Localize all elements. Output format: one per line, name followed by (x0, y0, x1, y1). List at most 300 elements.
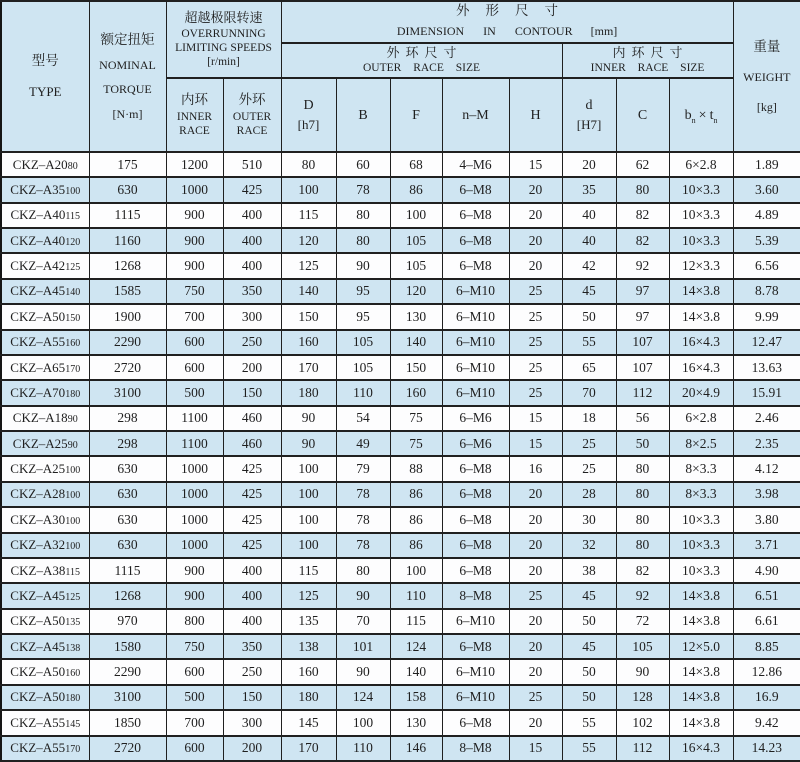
cell-D: 170 (281, 355, 336, 380)
type-main: CKZ–A40 (10, 207, 66, 223)
cell-weight: 8.78 (733, 279, 800, 304)
cell-D: 135 (281, 609, 336, 634)
cell-weight: 13.63 (733, 355, 800, 380)
table-row (1, 609, 800, 634)
cell-speed_inner: 600 (166, 330, 223, 355)
table-row (1, 279, 800, 304)
type-sub: 120 (65, 236, 81, 248)
cell-C: 80 (616, 507, 669, 532)
cell-F: 100 (390, 558, 442, 583)
header-col-bt-b: b (684, 107, 692, 123)
header-overrunning (166, 1, 281, 78)
cell-speed_inner: 900 (166, 253, 223, 278)
cell-nM: 6–M6 (442, 406, 509, 431)
cell-H: 25 (509, 583, 562, 608)
type-main: CKZ–A55 (10, 334, 66, 350)
cell-speed_inner: 900 (166, 583, 223, 608)
cell-torque: 1268 (89, 253, 166, 278)
cell-nM: 6–M8 (442, 710, 509, 735)
type-main: CKZ–A55 (10, 740, 66, 756)
type-sub: 150 (65, 312, 81, 324)
cell-F: 86 (390, 533, 442, 558)
cell-nM: 6–M8 (442, 253, 509, 278)
cell-speed_outer: 200 (223, 355, 281, 380)
header-overrunning-en2: LIMITING SPEEDS (175, 42, 272, 55)
cell-C: 82 (616, 228, 669, 253)
type-sub: 170 (65, 744, 81, 756)
cell-type (1, 152, 89, 177)
cell-type (1, 355, 89, 380)
type-sub: 115 (65, 566, 81, 578)
cell-type (1, 380, 89, 405)
table-row (1, 482, 800, 507)
cell-d: 50 (562, 304, 616, 329)
cell-D: 160 (281, 330, 336, 355)
cell-d: 50 (562, 659, 616, 684)
cell-speed_inner: 1100 (166, 431, 223, 456)
cell-nM: 6–M10 (442, 685, 509, 710)
type-main: CKZ–A55 (10, 714, 66, 730)
cell-nM: 6–M8 (442, 456, 509, 481)
cell-nM: 6–M10 (442, 380, 509, 405)
cell-nM: 6–M8 (442, 203, 509, 228)
cell-B: 78 (336, 177, 390, 202)
cell-weight: 2.35 (733, 431, 800, 456)
type-sub: 90 (67, 414, 78, 426)
cell-speed_inner: 900 (166, 558, 223, 583)
cell-B: 95 (336, 304, 390, 329)
cell-F: 130 (390, 710, 442, 735)
cell-d: 35 (562, 177, 616, 202)
cell-H: 20 (509, 659, 562, 684)
type-sub: 160 (65, 668, 81, 680)
cell-torque: 1115 (89, 558, 166, 583)
header-col-bt-tsub: n (713, 116, 718, 126)
header-col-d (562, 78, 616, 152)
cell-type (1, 406, 89, 431)
cell-weight: 1.89 (733, 152, 800, 177)
cell-torque: 630 (89, 456, 166, 481)
cell-B: 95 (336, 279, 390, 304)
cell-B: 70 (336, 609, 390, 634)
cell-H: 20 (509, 203, 562, 228)
cell-H: 25 (509, 685, 562, 710)
cell-speed_outer: 300 (223, 710, 281, 735)
cell-D: 160 (281, 659, 336, 684)
type-main: CKZ–A50 (10, 689, 66, 705)
header-type-zh: 型号 (31, 53, 59, 69)
cell-C: 56 (616, 406, 669, 431)
type-sub: 135 (65, 617, 81, 629)
cell-H: 25 (509, 304, 562, 329)
cell-C: 107 (616, 330, 669, 355)
cell-weight: 6.51 (733, 583, 800, 608)
header-torque-en2: TORQUE (103, 82, 152, 97)
cell-torque: 2720 (89, 736, 166, 762)
type-sub: 138 (65, 642, 81, 654)
cell-speed_inner: 500 (166, 380, 223, 405)
table-row (1, 634, 800, 659)
cell-speed_outer: 250 (223, 330, 281, 355)
header-dimension-en: DIMENSION IN CONTOUR (396, 24, 573, 39)
type-sub: 125 (65, 591, 81, 603)
table-row (1, 685, 800, 710)
header-row-1 (1, 1, 800, 43)
cell-bt: 20×4.9 (669, 380, 733, 405)
header-speed-inner-en2: RACE (179, 124, 210, 137)
table-row (1, 228, 800, 253)
cell-bt: 12×5.0 (669, 634, 733, 659)
cell-C: 90 (616, 659, 669, 684)
cell-speed_outer: 400 (223, 203, 281, 228)
cell-speed_inner: 700 (166, 304, 223, 329)
cell-d: 28 (562, 482, 616, 507)
cell-F: 146 (390, 736, 442, 762)
cell-bt: 14×3.8 (669, 685, 733, 710)
cell-d: 25 (562, 456, 616, 481)
cell-type (1, 507, 89, 532)
header-speed-outer-en1: OUTER (232, 110, 272, 123)
header-torque-zh: 额定扭矩 (100, 32, 155, 48)
cell-type (1, 177, 89, 202)
cell-D: 150 (281, 304, 336, 329)
cell-speed_inner: 700 (166, 710, 223, 735)
cell-nM: 6–M8 (442, 228, 509, 253)
cell-speed_outer: 510 (223, 152, 281, 177)
cell-torque: 2290 (89, 330, 166, 355)
table-row (1, 304, 800, 329)
header-col-B: B (336, 78, 390, 152)
cell-speed_inner: 600 (166, 736, 223, 762)
cell-torque: 1580 (89, 634, 166, 659)
cell-weight: 16.9 (733, 685, 800, 710)
cell-B: 54 (336, 406, 390, 431)
cell-d: 70 (562, 380, 616, 405)
type-main: CKZ–A30 (10, 511, 66, 527)
cell-H: 15 (509, 736, 562, 762)
header-outer-race-size-en: OUTER RACE SIZE (363, 62, 481, 75)
cell-nM: 6–M10 (442, 330, 509, 355)
cell-H: 20 (509, 253, 562, 278)
cell-B: 110 (336, 380, 390, 405)
header-col-H: H (509, 78, 562, 152)
cell-torque: 970 (89, 609, 166, 634)
type-sub: 100 (65, 515, 81, 527)
cell-d: 50 (562, 685, 616, 710)
table-row (1, 355, 800, 380)
cell-torque: 175 (89, 152, 166, 177)
cell-type (1, 583, 89, 608)
type-main: CKZ–A20 (12, 156, 68, 172)
cell-B: 79 (336, 456, 390, 481)
cell-type (1, 279, 89, 304)
cell-d: 38 (562, 558, 616, 583)
cell-B: 78 (336, 507, 390, 532)
cell-torque: 3100 (89, 380, 166, 405)
cell-H: 15 (509, 406, 562, 431)
cell-D: 100 (281, 456, 336, 481)
cell-bt: 8×2.5 (669, 431, 733, 456)
header-speed-outer-zh: 外环 (238, 92, 266, 108)
cell-bt: 10×3.3 (669, 203, 733, 228)
cell-B: 90 (336, 659, 390, 684)
cell-H: 20 (509, 710, 562, 735)
type-sub: 90 (67, 439, 78, 451)
cell-speed_outer: 250 (223, 659, 281, 684)
cell-torque: 630 (89, 507, 166, 532)
cell-F: 115 (390, 609, 442, 634)
cell-nM: 8–M8 (442, 736, 509, 762)
cell-bt: 10×3.3 (669, 177, 733, 202)
cell-d: 55 (562, 736, 616, 762)
cell-d: 55 (562, 330, 616, 355)
cell-type (1, 609, 89, 634)
cell-d: 40 (562, 203, 616, 228)
type-main: CKZ–A28 (10, 486, 66, 502)
cell-weight: 6.61 (733, 609, 800, 634)
header-dimension-zh: 外形尺寸 (456, 3, 575, 18)
cell-C: 80 (616, 177, 669, 202)
cell-D: 115 (281, 558, 336, 583)
header-dimension (281, 1, 733, 43)
cell-weight: 3.98 (733, 482, 800, 507)
cell-B: 101 (336, 634, 390, 659)
cell-C: 82 (616, 558, 669, 583)
cell-bt: 16×4.3 (669, 355, 733, 380)
cell-d: 50 (562, 609, 616, 634)
type-sub: 115 (65, 211, 81, 223)
cell-speed_outer: 460 (223, 406, 281, 431)
type-sub: 80 (67, 160, 78, 172)
cell-speed_outer: 425 (223, 507, 281, 532)
cell-speed_inner: 800 (166, 609, 223, 634)
cell-torque: 1115 (89, 203, 166, 228)
cell-D: 140 (281, 279, 336, 304)
type-main: CKZ–A70 (10, 384, 66, 400)
cell-F: 130 (390, 304, 442, 329)
cell-B: 49 (336, 431, 390, 456)
cell-F: 105 (390, 253, 442, 278)
cell-C: 80 (616, 456, 669, 481)
cell-B: 80 (336, 228, 390, 253)
cell-D: 80 (281, 152, 336, 177)
cell-d: 25 (562, 431, 616, 456)
header-col-bt (669, 78, 733, 152)
header-inner-race-size (562, 43, 733, 78)
cell-D: 90 (281, 406, 336, 431)
cell-bt: 12×3.3 (669, 253, 733, 278)
cell-weight: 8.85 (733, 634, 800, 659)
type-sub: 170 (65, 363, 81, 375)
cell-bt: 10×3.3 (669, 558, 733, 583)
cell-speed_inner: 1100 (166, 406, 223, 431)
header-col-D (281, 78, 336, 152)
cell-speed_outer: 400 (223, 558, 281, 583)
header-col-bt-t: t (709, 107, 714, 123)
cell-C: 97 (616, 279, 669, 304)
cell-C: 72 (616, 609, 669, 634)
cell-bt: 14×3.8 (669, 609, 733, 634)
header-torque-en1: NOMINAL (99, 58, 156, 73)
cell-weight: 12.47 (733, 330, 800, 355)
cell-weight: 6.56 (733, 253, 800, 278)
cell-D: 120 (281, 228, 336, 253)
cell-torque: 1850 (89, 710, 166, 735)
cell-B: 78 (336, 533, 390, 558)
cell-H: 25 (509, 279, 562, 304)
cell-bt: 14×3.8 (669, 583, 733, 608)
header-col-d-main: d (585, 97, 593, 113)
cell-C: 92 (616, 583, 669, 608)
cell-speed_inner: 1200 (166, 152, 223, 177)
table-row (1, 533, 800, 558)
cell-D: 180 (281, 380, 336, 405)
type-main: CKZ–A25 (10, 461, 66, 477)
header-inner-race-size-zh: 内环尺寸 (612, 44, 689, 60)
cell-d: 65 (562, 355, 616, 380)
cell-C: 82 (616, 203, 669, 228)
header-type (1, 1, 89, 152)
type-sub: 140 (65, 287, 81, 299)
cell-C: 105 (616, 634, 669, 659)
cell-D: 115 (281, 203, 336, 228)
cell-speed_outer: 200 (223, 736, 281, 762)
cell-F: 160 (390, 380, 442, 405)
cell-B: 80 (336, 203, 390, 228)
header-weight-zh: 重量 (753, 39, 781, 55)
cell-F: 75 (390, 431, 442, 456)
cell-B: 105 (336, 330, 390, 355)
cell-d: 42 (562, 253, 616, 278)
table-row (1, 736, 800, 762)
cell-C: 112 (616, 380, 669, 405)
cell-type (1, 203, 89, 228)
table-row (1, 330, 800, 355)
cell-d: 45 (562, 279, 616, 304)
cell-C: 80 (616, 533, 669, 558)
cell-F: 88 (390, 456, 442, 481)
cell-C: 107 (616, 355, 669, 380)
cell-F: 124 (390, 634, 442, 659)
type-sub: 145 (65, 718, 81, 730)
cell-type (1, 685, 89, 710)
cell-C: 128 (616, 685, 669, 710)
cell-C: 62 (616, 152, 669, 177)
cell-type (1, 482, 89, 507)
cell-B: 90 (336, 583, 390, 608)
cell-speed_inner: 600 (166, 355, 223, 380)
cell-D: 170 (281, 736, 336, 762)
cell-speed_outer: 350 (223, 634, 281, 659)
header-torque (89, 1, 166, 152)
cell-nM: 4–M6 (442, 152, 509, 177)
cell-weight: 4.89 (733, 203, 800, 228)
cell-torque: 630 (89, 177, 166, 202)
cell-bt: 14×3.8 (669, 304, 733, 329)
cell-bt: 10×3.3 (669, 533, 733, 558)
cell-type (1, 736, 89, 762)
cell-d: 45 (562, 583, 616, 608)
cell-speed_outer: 460 (223, 431, 281, 456)
cell-type (1, 456, 89, 481)
table-body (1, 152, 800, 761)
type-main: CKZ–A45 (10, 587, 66, 603)
header-speed-outer-en2: RACE (236, 124, 268, 137)
cell-type (1, 533, 89, 558)
cell-type (1, 634, 89, 659)
type-main: CKZ–A50 (10, 308, 66, 324)
cell-type (1, 710, 89, 735)
type-main: CKZ–A38 (10, 562, 66, 578)
cell-speed_inner: 750 (166, 279, 223, 304)
cell-F: 86 (390, 177, 442, 202)
table-row (1, 406, 800, 431)
cell-H: 20 (509, 507, 562, 532)
cell-B: 78 (336, 482, 390, 507)
header-torque-unit: [N·m] (112, 106, 143, 121)
cell-speed_outer: 425 (223, 482, 281, 507)
cell-H: 25 (509, 380, 562, 405)
cell-d: 40 (562, 228, 616, 253)
cell-weight: 12.86 (733, 659, 800, 684)
cell-F: 75 (390, 406, 442, 431)
cell-bt: 16×4.3 (669, 736, 733, 762)
cell-weight: 14.23 (733, 736, 800, 762)
cell-speed_outer: 425 (223, 177, 281, 202)
table-header (1, 1, 800, 152)
cell-type (1, 558, 89, 583)
header-col-C: C (616, 78, 669, 152)
cell-F: 105 (390, 228, 442, 253)
cell-D: 100 (281, 177, 336, 202)
cell-B: 110 (336, 736, 390, 762)
cell-F: 100 (390, 203, 442, 228)
cell-C: 50 (616, 431, 669, 456)
cell-speed_outer: 425 (223, 456, 281, 481)
header-dimension-unit: [mm] (590, 24, 618, 39)
header-outer-race-size-zh: 外环尺寸 (386, 44, 463, 60)
cell-weight: 3.71 (733, 533, 800, 558)
header-weight (733, 1, 800, 152)
cell-D: 100 (281, 507, 336, 532)
cell-nM: 6–M8 (442, 177, 509, 202)
cell-H: 20 (509, 533, 562, 558)
cell-type (1, 304, 89, 329)
table-row (1, 431, 800, 456)
cell-speed_inner: 1000 (166, 533, 223, 558)
cell-B: 80 (336, 558, 390, 583)
cell-bt: 10×3.3 (669, 228, 733, 253)
header-overrunning-zh: 超越极限转速 (184, 10, 263, 26)
table-row (1, 203, 800, 228)
header-weight-en: WEIGHT (743, 70, 791, 85)
cell-speed_outer: 300 (223, 304, 281, 329)
cell-bt: 10×3.3 (669, 507, 733, 532)
cell-d: 20 (562, 152, 616, 177)
header-speed-outer (223, 78, 281, 152)
table-row (1, 177, 800, 202)
cell-D: 138 (281, 634, 336, 659)
cell-C: 92 (616, 253, 669, 278)
type-main: CKZ–A45 (10, 638, 66, 654)
cell-type (1, 253, 89, 278)
cell-nM: 6–M8 (442, 533, 509, 558)
cell-speed_outer: 425 (223, 533, 281, 558)
cell-speed_outer: 150 (223, 380, 281, 405)
cell-speed_inner: 900 (166, 228, 223, 253)
cell-speed_outer: 400 (223, 583, 281, 608)
type-main: CKZ–A35 (10, 181, 66, 197)
